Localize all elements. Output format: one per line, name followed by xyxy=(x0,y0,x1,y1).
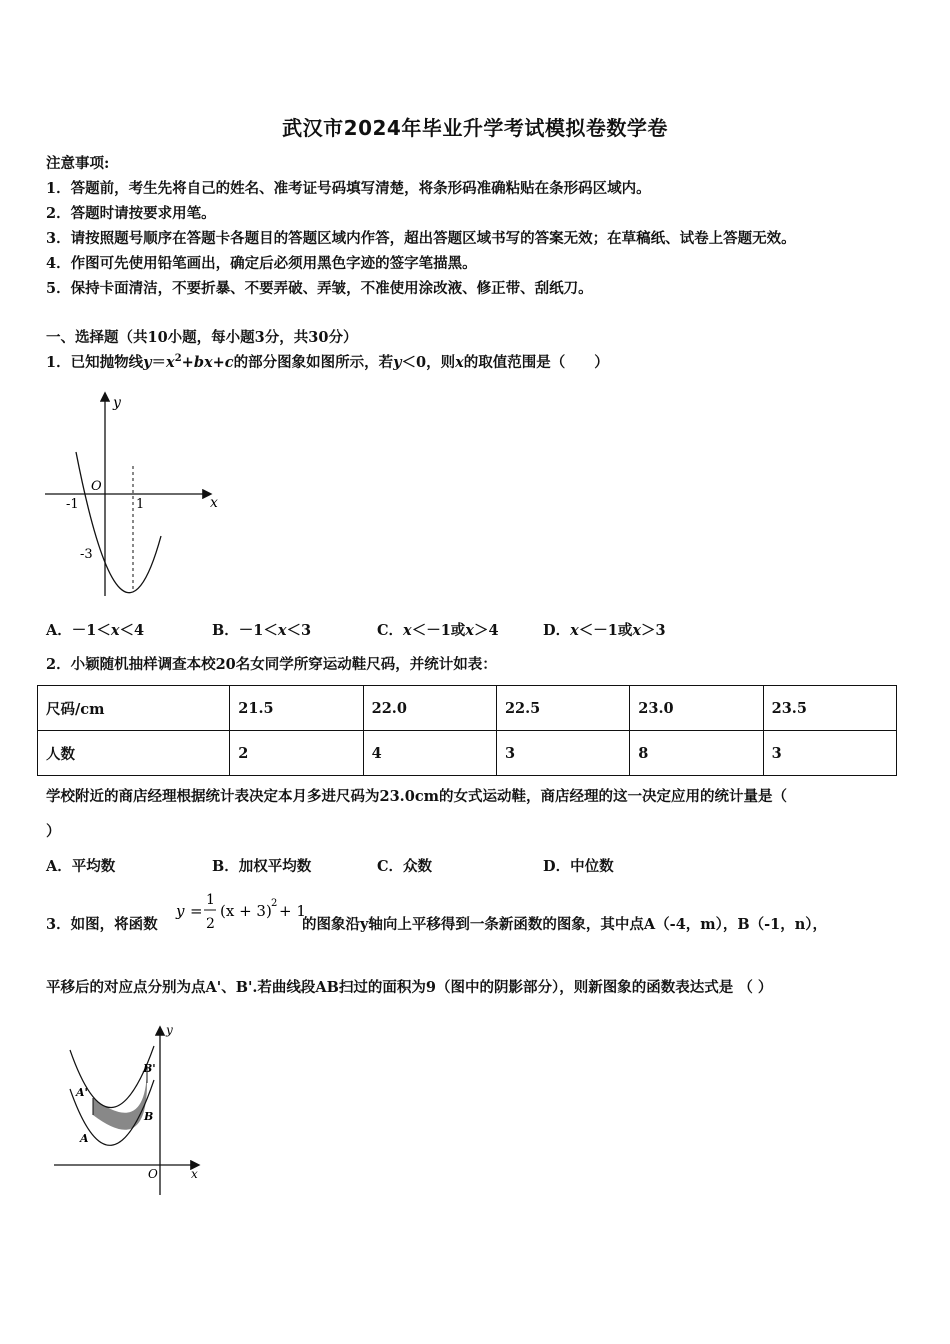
q1-origin-label: O xyxy=(91,479,102,494)
q1-choice-a-end: ＜4 xyxy=(119,622,145,639)
q1-choice-d-x: x xyxy=(570,622,579,639)
q1-choice-b xyxy=(212,619,311,640)
q2-follow-text: 学校附近的商店经理根据统计表决定本月多进尺码为23.0cm的女式运动鞋，商店经理的这一决定应用的统计量是（ xyxy=(46,788,787,805)
q3-translation-graph xyxy=(50,1020,210,1200)
q1-y-label: y xyxy=(113,395,121,411)
table-cell: 22.0 xyxy=(363,686,496,731)
table-cell: 3 xyxy=(763,731,896,776)
q1-parabola-curve xyxy=(76,452,161,593)
q1-var-x: x xyxy=(166,354,175,371)
q1-choice-b-end: ＜3 xyxy=(286,622,312,639)
q1-plus-2: + xyxy=(212,354,225,371)
q3-formula xyxy=(175,886,306,936)
q1-choice-d-end: ＞3 xyxy=(640,622,666,639)
table-cell: 3 xyxy=(496,731,629,776)
table-cell: 8 xyxy=(630,731,763,776)
table-cell: 22.5 xyxy=(496,686,629,731)
table-row-header xyxy=(38,686,897,731)
note-item-1: 1．答题前，考生先将自己的姓名、准考证号码填写清楚，将条形码准确粘贴在条形码区域内。 xyxy=(46,180,651,197)
q1-choice-d-mid: ＜－1或 xyxy=(578,622,633,639)
q1-x-label: x xyxy=(210,495,218,511)
q1-stem-prefix: 1．已知抛物线 xyxy=(46,354,144,371)
q3-label-a-prime: A' xyxy=(76,1086,88,1099)
q2-choice-d: D．中位数 xyxy=(543,858,614,875)
q3-formula-paren: (x + 3) xyxy=(220,902,272,920)
q1-choice-b-label: B．－1＜ xyxy=(212,622,278,639)
q3-formula-plus: + 1 xyxy=(279,902,306,920)
q2-choice-c: C．众数 xyxy=(377,858,433,875)
q3-x-label: x xyxy=(191,1167,198,1181)
q1-choice-d-label: D． xyxy=(543,622,571,639)
q1-var-y: y xyxy=(143,354,152,371)
q3-y-label: y xyxy=(166,1023,173,1037)
shoe-size-table xyxy=(37,685,897,776)
q1-choice-b-x: x xyxy=(277,622,287,639)
q1-choice-c-end: ＞4 xyxy=(473,622,499,639)
q2-stem: 2．小颖随机抽样调查本校20名女同学所穿运动鞋尺码，并统计如表： xyxy=(46,656,497,673)
q1-var-x2: x xyxy=(455,354,464,371)
table-cell: 23.5 xyxy=(763,686,896,731)
q3-label-b-prime: B' xyxy=(143,1062,156,1075)
table-cell: 2 xyxy=(230,731,363,776)
q1-term-bx: bx xyxy=(193,354,213,371)
table-cell: 尺码/cm xyxy=(38,686,230,731)
q3-formula-den: 2 xyxy=(206,916,215,932)
q3-stem-prefix: 3．如图，将函数 xyxy=(46,916,158,933)
q1-choice-a-label: A．－1＜ xyxy=(46,622,111,639)
q1-choice-a-x: x xyxy=(110,622,120,639)
q3-shaded-region xyxy=(93,1066,147,1130)
note-item-3: 3．请按照题号顺序在答题卡各题目的答题区域内作答，超出答题区域书写的答案无效；在草稿纸、试卷上答题无效。 xyxy=(46,230,796,247)
q3-origin-label: O xyxy=(148,1167,158,1181)
q1-plus-1: + xyxy=(181,354,194,371)
q2-follow-end: ） xyxy=(46,823,61,840)
q1-choice-d-x2: x xyxy=(632,622,641,639)
q3-stem-line2: 平移后的对应点分别为点A'、B'.若曲线段AB扫过的面积为9（图中的阴影部分），则新图象的函数表达式是 （ ） xyxy=(46,979,773,996)
table-row-count xyxy=(38,731,897,776)
q3-label-b: B xyxy=(144,1110,154,1123)
notes-header: 注意事项: xyxy=(46,155,110,172)
q3-formula-num: 1 xyxy=(206,892,215,908)
note-item-2: 2．答题时请按要求用笔。 xyxy=(46,205,216,222)
table-cell: 4 xyxy=(363,731,496,776)
q1-label-1: 1 xyxy=(136,497,145,512)
note-item-5: 5．保持卡面清洁，不要折暴、不要弄破、弄皱，不准使用涂改液、修正带、刮纸刀。 xyxy=(46,280,593,297)
q3-formula-sup: 2 xyxy=(271,898,278,909)
q1-exponent: 2 xyxy=(174,353,182,365)
q1-choice-a xyxy=(46,619,144,640)
q1-stem-end: 的取值范围是（ ） xyxy=(463,354,609,371)
q1-condition: ＜0，则 xyxy=(401,354,456,371)
q1-parabola-graph xyxy=(40,386,230,601)
q1-choice-d xyxy=(543,619,666,640)
q1-equals: ＝ xyxy=(151,354,167,371)
q1-var-y2: y xyxy=(393,354,402,371)
table-cell: 人数 xyxy=(38,731,230,776)
q3-formula-y: y xyxy=(176,902,185,920)
q1-choice-c xyxy=(377,619,499,640)
q1-stem xyxy=(46,351,609,372)
table-cell: 23.0 xyxy=(630,686,763,731)
q2-choice-b: B．加权平均数 xyxy=(212,858,312,875)
table-cell: 21.5 xyxy=(230,686,363,731)
q1-label-neg3: -3 xyxy=(80,547,93,562)
q1-label-neg1: -1 xyxy=(66,497,79,512)
note-item-4: 4．作图可先使用铅笔画出，确定后必须用黑色字迹的签字笔描黑。 xyxy=(46,255,477,272)
q1-choice-c-x: x xyxy=(403,622,412,639)
page-title: 武汉市2024年毕业升学考试模拟卷数学卷 xyxy=(282,116,668,140)
section-heading: 一、选择题（共10小题，每小题3分，共30分） xyxy=(46,329,358,346)
q1-choice-c-mid: ＜－1或 xyxy=(411,622,466,639)
q1-stem-mid: 的部分图象如图所示，若 xyxy=(233,354,394,371)
q3-formula-eq: = xyxy=(190,902,203,920)
q1-term-c: c xyxy=(224,354,234,371)
q3-label-a: A xyxy=(80,1132,89,1145)
q1-choice-c-x2: x xyxy=(465,622,474,639)
q3-stem-suffix: 的图象沿y轴向上平移得到一条新函数的图象，其中点A（-4，m），B（-1，n）， xyxy=(302,916,828,933)
q1-choice-c-label: C． xyxy=(377,622,404,639)
q2-choice-a: A．平均数 xyxy=(46,858,116,875)
